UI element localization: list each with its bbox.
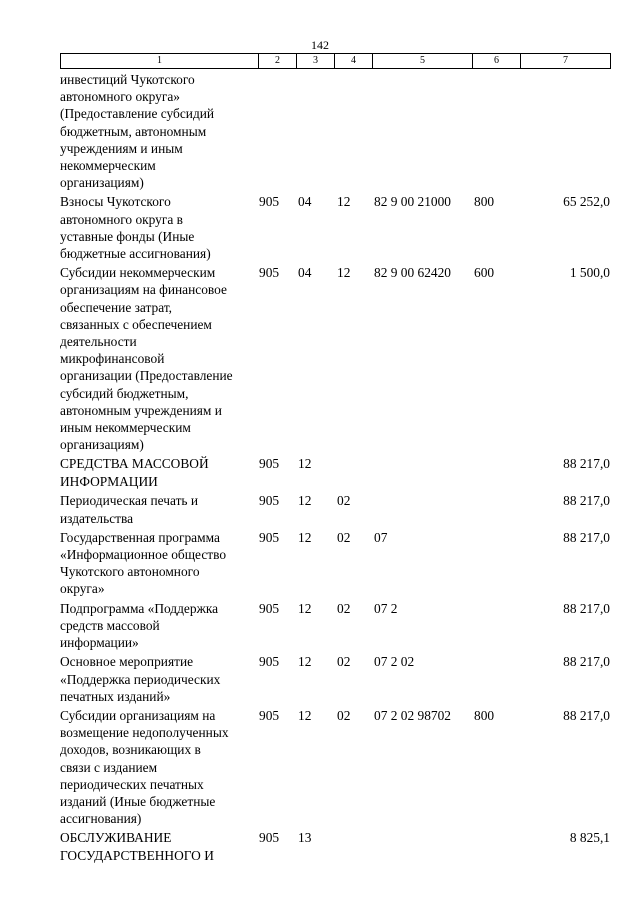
description-line: печатных изданий» — [60, 688, 171, 704]
description-line: некоммерческим — [60, 158, 156, 174]
row-description — [60, 455, 258, 490]
description-line: организациям на финансовое — [60, 282, 227, 298]
row-description — [60, 707, 258, 827]
description-line: автономного округа» — [60, 89, 180, 105]
description-line: издательства — [60, 510, 134, 526]
row-subsection-code: 02 — [337, 493, 351, 509]
row-target-article: 07 2 02 — [374, 654, 415, 670]
description-line: иным некоммерческим — [60, 420, 191, 436]
row-amount: 1 500,0 — [569, 265, 610, 281]
page-number: 142 — [311, 38, 329, 52]
row-subsection-code: 02 — [337, 529, 351, 545]
description-line: организациям) — [60, 175, 144, 191]
row-grbs-code: 905 — [259, 194, 280, 210]
table-row — [60, 829, 612, 864]
row-target-article: 07 2 02 98702 — [374, 707, 451, 723]
row-grbs-code: 905 — [259, 493, 280, 509]
row-section-code: 12 — [298, 600, 312, 616]
row-amount: 88 217,0 — [563, 529, 610, 545]
column-header-6: 6 — [473, 54, 521, 69]
row-section-code: 12 — [298, 493, 312, 509]
description-line: бюджетным, автономным — [60, 123, 207, 139]
description-line: Взносы Чукотского — [60, 194, 171, 210]
row-grbs-code: 905 — [259, 529, 280, 545]
budget-table-body — [60, 71, 612, 866]
description-line: уставные фонды (Иные — [60, 228, 195, 244]
description-line: ИНФОРМАЦИИ — [60, 473, 158, 489]
row-subsection-code: 12 — [337, 265, 351, 281]
row-grbs-code: 905 — [259, 654, 280, 670]
description-line: Субсидии организациям на — [60, 707, 216, 723]
row-subsection-code: 02 — [337, 600, 351, 616]
description-line: Периодическая печать и — [60, 493, 199, 509]
row-target-article: 82 9 00 62420 — [374, 265, 451, 281]
description-line: возмещение недополученных — [60, 725, 229, 741]
row-subsection-code: 12 — [337, 194, 351, 210]
row-description — [60, 492, 258, 526]
row-description — [60, 71, 258, 191]
description-line: ассигнования) — [60, 811, 142, 827]
description-line: «Информационное общество — [60, 547, 227, 563]
table-row — [60, 600, 612, 652]
row-grbs-code: 905 — [259, 456, 280, 472]
table-row — [60, 653, 612, 705]
row-grbs-code: 905 — [259, 830, 280, 846]
row-amount: 88 217,0 — [563, 600, 610, 616]
table-row — [60, 193, 612, 262]
description-line: учреждениям и иным — [60, 140, 183, 156]
row-amount: 88 217,0 — [563, 654, 610, 670]
row-section-code: 12 — [298, 529, 312, 545]
description-line: СРЕДСТВА МАССОВОЙ — [60, 456, 209, 472]
row-amount: 65 252,0 — [563, 194, 610, 210]
description-line: округа» — [60, 581, 105, 597]
row-description — [60, 653, 258, 705]
row-section-code: 12 — [298, 456, 312, 472]
row-grbs-code: 905 — [259, 600, 280, 616]
description-line: ГОСУДАРСТВЕННОГО И — [60, 847, 214, 863]
table-row — [60, 707, 612, 827]
table-row — [60, 71, 612, 191]
row-amount: 88 217,0 — [563, 456, 610, 472]
table-row — [60, 264, 612, 453]
row-amount: 8 825,1 — [569, 830, 610, 846]
description-line: связанных с обеспечением — [60, 316, 212, 332]
column-header-7: 7 — [521, 54, 611, 69]
description-line: доходов, возникающих в — [60, 742, 201, 758]
description-line: периодических печатных — [60, 776, 204, 792]
row-expense-type: 800 — [474, 194, 495, 210]
row-section-code: 12 — [298, 654, 312, 670]
row-subsection-code: 02 — [337, 707, 351, 723]
description-line: организациям) — [60, 437, 144, 453]
row-expense-type: 600 — [474, 265, 495, 281]
column-header-5: 5 — [373, 54, 473, 69]
column-header-1: 1 — [61, 54, 259, 69]
row-description — [60, 264, 258, 453]
description-line: «Поддержка периодических — [60, 671, 221, 687]
table-row — [60, 455, 612, 490]
description-line: деятельности — [60, 334, 137, 350]
row-section-code: 13 — [298, 830, 312, 846]
row-grbs-code: 905 — [259, 707, 280, 723]
description-line: микрофинансовой — [60, 351, 165, 367]
description-line: субсидий бюджетным, — [60, 385, 189, 401]
description-line: организации (Предоставление — [60, 368, 233, 384]
row-amount: 88 217,0 — [563, 493, 610, 509]
row-target-article: 07 2 — [374, 600, 398, 616]
description-line: Государственная программа — [60, 529, 220, 545]
column-header-table — [60, 53, 611, 69]
column-header-4: 4 — [335, 54, 373, 69]
row-section-code: 04 — [298, 194, 312, 210]
description-line: изданий (Иные бюджетные — [60, 793, 216, 809]
row-description — [60, 193, 258, 262]
row-description — [60, 829, 258, 864]
description-line: информации» — [60, 635, 139, 651]
description-line: Чукотского автономного — [60, 564, 200, 580]
row-expense-type: 800 — [474, 707, 495, 723]
description-line: бюджетные ассигнования) — [60, 246, 211, 262]
row-subsection-code: 02 — [337, 654, 351, 670]
description-line: инвестиций Чукотского — [60, 72, 195, 87]
row-amount: 88 217,0 — [563, 707, 610, 723]
description-line: связи с изданием — [60, 759, 158, 775]
row-section-code: 12 — [298, 707, 312, 723]
table-row — [60, 529, 612, 598]
row-section-code: 04 — [298, 265, 312, 281]
column-header-3: 3 — [297, 54, 335, 69]
column-header-2: 2 — [259, 54, 297, 69]
description-line: обеспечение затрат, — [60, 299, 173, 315]
table-row — [60, 492, 612, 526]
description-line: ОБСЛУЖИВАНИЕ — [60, 830, 172, 846]
row-description — [60, 529, 258, 598]
description-line: Подпрограмма «Поддержка — [60, 600, 219, 616]
description-line: средств массовой — [60, 617, 160, 633]
description-line: автономным учреждениям и — [60, 402, 222, 418]
row-description — [60, 600, 258, 652]
row-target-article: 82 9 00 21000 — [374, 194, 451, 210]
description-line: Основное мероприятие — [60, 654, 194, 670]
description-line: автономного округа в — [60, 211, 183, 227]
description-line: (Предоставление субсидий — [60, 106, 215, 122]
row-target-article: 07 — [374, 529, 388, 545]
row-grbs-code: 905 — [259, 265, 280, 281]
column-header-row — [61, 54, 611, 69]
description-line: Субсидии некоммерческим — [60, 265, 216, 281]
